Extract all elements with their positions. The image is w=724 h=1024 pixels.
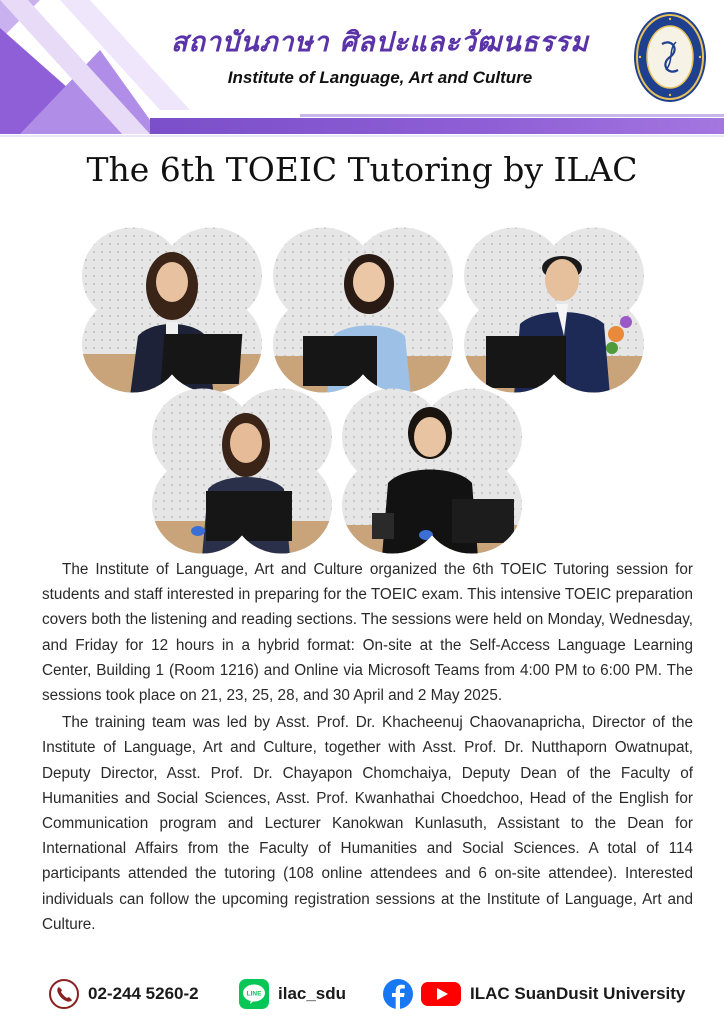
phone-icon xyxy=(48,978,80,1010)
header-banner xyxy=(0,0,724,140)
photo-tutor-5 xyxy=(342,385,522,557)
paragraph-2: The training team was led by Asst. Prof. Dr. Khacheenuj Chaovanapricha, Director of the Institute of Language, Art and Culture, together with Asst. Prof. Dr. Nutthaporn Owatnupat, Deputy Director, Asst. Prof. Dr. Chayapon Chomchaiya, Deputy Dean of the Faculty of Humanities and Social Sciences, Asst. Prof. Kwanhathai Choedchoo, Head of the English for Communication program and Lecturer Kanokwan Kunlasuth, Assistant to the Dean for International Affairs from the Faculty of Humanities and Social Sciences. A total of 114 participants attended the tutoring (108 online attendees and 6 on-site attendee). Interested individuals can follow the upcoming registration sessions at the Institute of Language, Art and Culture. xyxy=(42,714,693,933)
line-contact[interactable] xyxy=(238,978,346,1010)
photo-tutor-1 xyxy=(82,224,262,396)
institute-english-title: Institute of Language, Art and Culture xyxy=(227,68,533,87)
line-icon-label: LINE xyxy=(246,990,262,998)
article-body xyxy=(42,557,693,937)
phone-number: 02-244 5260-2 xyxy=(88,984,199,1003)
line-id: ilac_sdu xyxy=(278,984,347,1003)
social-contact[interactable] xyxy=(382,978,685,1010)
facebook-icon xyxy=(382,978,414,1010)
institute-thai-title: สถาบันภาษา ศิลปะและวัฒนธรรม xyxy=(171,27,589,58)
page-title: The 6th TOEIC Tutoring by ILAC xyxy=(86,150,638,189)
contact-footer xyxy=(0,974,724,1014)
phone-contact[interactable] xyxy=(48,978,199,1010)
youtube-icon xyxy=(420,978,462,1010)
header-bar xyxy=(150,118,724,134)
photo-tutor-3 xyxy=(464,224,644,396)
header-line xyxy=(300,114,724,117)
university-seal-icon xyxy=(632,10,708,104)
paragraph-1: The Institute of Language, Art and Culture organized the 6th TOEIC Tutoring session for students and staff interested in preparing for the TOEIC exam. This intensive TOEIC preparation covers both the listening and reading sections. The sessions were held on Monday, Wednesday, and Friday for 12 hours in a hybrid format: On-site at the Self-Access Language Learning Center, Building 1 (Room 1216) and Online via Microsoft Teams from 4:00 PM to 6:00 PM. The sessions took place on 21, 23, 25, 28, and 30 April and 2 May 2025. xyxy=(42,561,693,705)
line-app-icon xyxy=(238,978,270,1010)
photo-tutor-2 xyxy=(273,224,453,396)
photo-tutor-4 xyxy=(152,385,332,557)
social-account-name: ILAC SuanDusit University xyxy=(470,984,686,1003)
